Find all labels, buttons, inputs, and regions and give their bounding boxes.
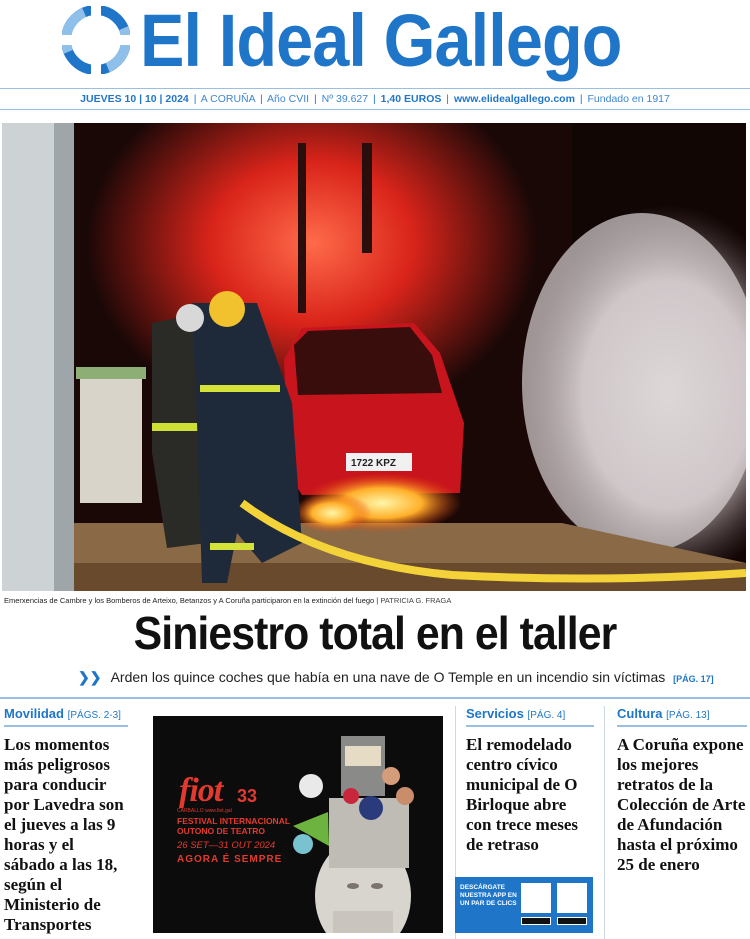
ad-motto: AGORA É SEMPRE: [177, 854, 283, 865]
fire-scene-image: [2, 123, 746, 591]
newspaper-logo-icon: [62, 6, 130, 74]
story-headline[interactable]: Los momentos más peligrosos para conducir por Lavedra son el jueves a las 9 horas y el sábado a las 18, según el Ministerio de Transportes: [4, 735, 124, 934]
section-pages: [PÁG. 13]: [666, 710, 710, 721]
story-headline[interactable]: A Coruña expone los mejores retratos de la Colección de Arte de Afundación hasta el próximo 25 de enero: [617, 735, 746, 874]
section-divider: [0, 697, 750, 699]
story-cultura[interactable]: [617, 706, 747, 875]
ad-place-site: [177, 808, 232, 814]
app-store-badge-icon[interactable]: [557, 917, 587, 925]
section-pages: [PÁGS. 2-3]: [67, 710, 121, 721]
section-pages: [PÁG. 4]: [527, 710, 566, 721]
app-download-promo[interactable]: [455, 877, 593, 933]
issue-price: 1,40 EUROS: [380, 93, 442, 105]
section-name: Movilidad: [4, 706, 64, 721]
qr-code-icon[interactable]: [521, 883, 551, 913]
story-servicios[interactable]: [466, 706, 594, 855]
fiot-advertisement[interactable]: [153, 716, 443, 933]
column-divider: [604, 706, 605, 939]
ad-site: www.fiot.gal: [205, 808, 232, 814]
app-promo-text: DESCÁRGATE NUESTRA APP EN UN PAR DE CLICS: [460, 884, 517, 907]
ad-place: CARBALLO: [177, 808, 204, 814]
double-chevron-icon: ❯❯: [78, 669, 102, 685]
issue-city: A CORUÑA: [200, 93, 256, 105]
section-label: [4, 706, 128, 727]
section-label: [466, 706, 594, 727]
issue-date: JUEVES 10 | 10 | 2024: [80, 93, 189, 105]
issue-number: Nº 39.627: [321, 93, 369, 105]
issue-year: Año CVII: [267, 93, 310, 105]
main-headline[interactable]: Siniestro total en el taller: [133, 607, 617, 659]
ad-dates: 26 SET—31 OUT 2024: [177, 840, 276, 851]
newspaper-title[interactable]: El Ideal Gallego: [140, 0, 622, 82]
story-headline[interactable]: El remodelado centro cívico municipal de O Birloque abre con trece meses de retraso: [466, 735, 579, 854]
photo-credit: PATRICIA G. FRAGA: [380, 596, 452, 605]
lead-subhead: [78, 669, 714, 686]
google-play-badge-icon[interactable]: [521, 917, 551, 925]
story-movilidad[interactable]: [4, 706, 128, 935]
dateline: JUEVES 10 | 10 | 2024 | A CORUÑA | Año CVII | Nº 39.627 | 1,40 EUROS | www.elidealgallego.com | Fundado en 1917: [0, 88, 750, 110]
lead-photo: [2, 123, 746, 591]
section-label: [617, 706, 747, 727]
photo-caption: Emerxencias de Cambre y los Bomberos de Arteixo, Betanzos y A Coruña participaron en la extinción del fuego | PATRICIA G. FRAGA: [4, 596, 452, 605]
subhead-page-ref: [PÁG. 17]: [673, 674, 714, 684]
section-name: Servicios: [466, 706, 524, 721]
subhead-text: Arden los quince coches que había en una nave de O Temple en un incendio sin víctimas: [110, 669, 666, 685]
car-plate: 1722 KPZ: [351, 458, 397, 469]
website-link[interactable]: www.elidealgallego.com: [453, 93, 575, 105]
qr-code-icon[interactable]: [557, 883, 587, 913]
founded-note: Fundado en 1917: [587, 93, 670, 105]
ad-edition: 33: [237, 786, 258, 806]
ad-festival: FESTIVAL INTERNACIONAL OUTONO DE TEATRO: [177, 816, 290, 836]
section-name: Cultura: [617, 706, 663, 721]
caption-text: Emerxencias de Cambre y los Bomberos de Arteixo, Betanzos y A Coruña participaron en la extinción del fuego: [4, 596, 375, 605]
ad-brand: fiot: [179, 772, 223, 809]
masthead: [0, 0, 750, 86]
